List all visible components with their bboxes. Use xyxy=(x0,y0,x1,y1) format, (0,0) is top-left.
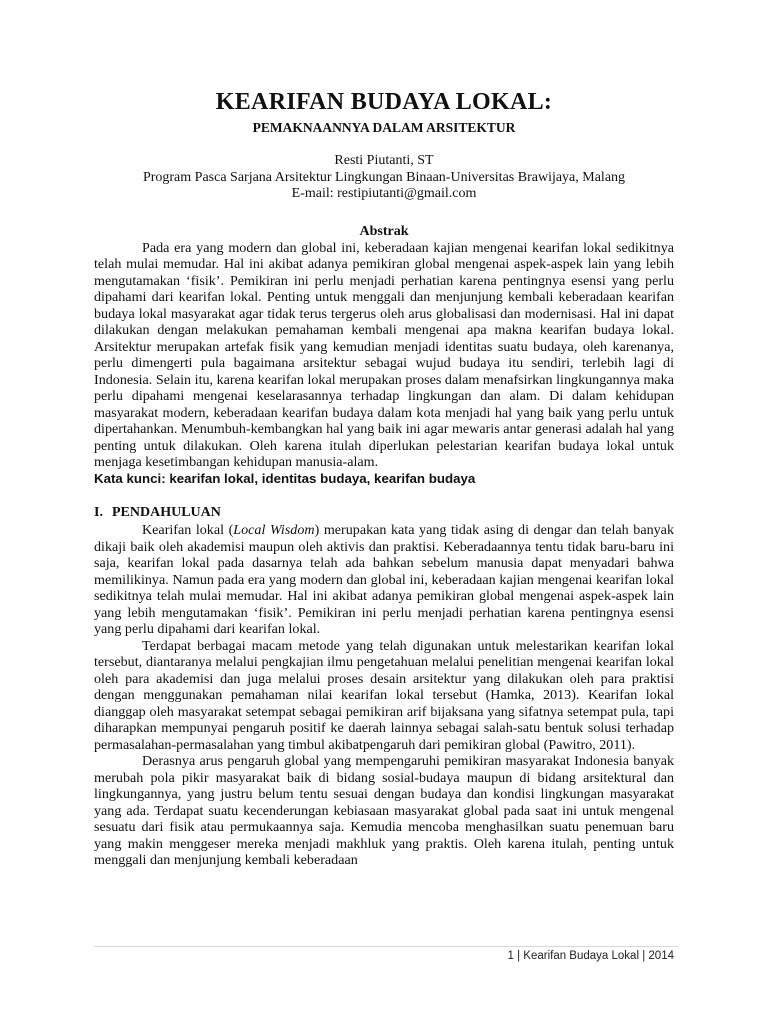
author-email: E-mail: restipiutanti@gmail.com xyxy=(291,186,477,201)
abstract-text: Pada era yang modern dan global ini, keberadaan kajian mengenai kearifan lokal sedikitnya telah mulai memudar. Hal ini akibat adanya pemikiran global mengenai aspek-aspek lain yang lebih mengutamakan ‘fisik’. Pemikiran ini perlu menjadi perhatian karena pentingnya esensi yang perlu dipahami dari kearifan lokal. Penting untuk menggali dan menjunjung kembali keberadaan kearifan budaya lokal masyarakat agar tidak terus tergerus oleh arus globalisasi dan modernisasi. Hal ini dapat dilakukan dengan melakukan pemahaman kembali mengenai apa makna kearifan budaya lokal. Arsitektur merupakan artefak fisik yang kemudian menjadi identitas suatu budaya, oleh karenanya, perlu dimengerti pula bagaimana arsitektur sebagai wujud budaya itu sendiri, terlebih lagi di Indonesia. Selain itu, karena kearifan lokal merupakan proses dalam menafsirkan lingkungannya maka perlu dipahami mengenai keselarasannya terhadap lingkungan dan alam. Di dalam kehidupan masyarakat modern, keberadaan kearifan budaya dalam kota menjadi hal yang baik yang perlu untuk dipertahankan. Menumbuh-kembangkan hal yang baik ini agar mewaris antar generasi adalah hal yang penting untuk dilakukan. Oleh karena itulah diperlukan pelestarian kearifan budaya lokal untuk menjaga kesetimbangan kehidupan manusia-alam. xyxy=(94,239,674,470)
section-number: I. xyxy=(94,505,103,520)
footer-separator: | xyxy=(517,950,521,962)
document-page xyxy=(94,88,674,869)
intro-paragraph-3: Derasnya arus pengaruh global yang mempengaruhi pemikiran masyarakat Indonesia banyak merubah pola pikir masyarakat baik di bidang sosial-budaya maupun di bidang arsitektural dan lingkungannya, yang justru belum tentu sesuai dengan budaya dan kondisi lingkungan masyarakat yang ada. Terdapat suatu kecenderungan kebiasaan masyarakat global pada saat ini untuk mengenal sesuatu dari fisik atau permukaannya saja. Kemudia mencoba menghasilkan suatu penemuan baru yang makin menggeser mereka menjadi makhluk yang praktis. Oleh karena itulah, penting untuk menggali dan menjunjung kembali keberadaan xyxy=(94,753,674,868)
intro-paragraph-1 xyxy=(94,522,674,638)
paper-title: KEARIFAN BUDAYA LOKAL: xyxy=(215,89,553,115)
footer-year: 2014 xyxy=(648,950,674,962)
intro-paragraph-2: Terdapat berbagai macam metode yang telah digunakan untuk melestarikan kearifan lokal tersebut, diantaranya melalui pengkajian ilmu pengetahuan melalui penelitian mengenai kearifan lokal oleh para akademisi dan juga melalui proses desain arsitektur yang dilakukan oleh para praktisi dengan menggunakan pemahaman nilai kearifan lokal tersebut (Hamka, 2013). Kearifan lokal dianggap oleh masyarakat setempat sebagai pemikiran arif bijaksana yang sifatnya setempat pula, tapi diharapkan mempunyai pengaruh positif ke daerah lainnya sebagai salah-satu bentuk solusi terhadap permasalahan-permasalahan yang timbul akibatpengaruh dari pemikiran global (Pawitro, 2011). xyxy=(94,637,674,753)
footer-separator: | xyxy=(642,950,646,962)
intro-p1-before: Kearifan lokal ( xyxy=(142,522,234,538)
intro-p1-italic: Local Wisdom xyxy=(233,522,315,538)
author-affiliation: Program Pasca Sarjana Arsitektur Lingkungan Binaan-Universitas Brawijaya, Malang xyxy=(142,169,626,185)
section-heading xyxy=(94,505,674,521)
page-footer xyxy=(507,950,674,962)
footer-title: Kearifan Budaya Lokal xyxy=(523,950,639,962)
author-block xyxy=(94,153,674,203)
abstract-heading: Abstrak xyxy=(359,223,409,239)
keywords: Kata kunci: kearifan lokal, identitas budaya, kearifan budaya xyxy=(94,470,476,486)
paper-subtitle: PEMAKNAANNYA DALAM ARSITEKTUR xyxy=(252,120,516,135)
footer-divider xyxy=(94,946,678,947)
intro-p1-after: ) merupakan kata yang tidak asing di dengar dan telah banyak dikaji baik oleh akademisi maupun oleh aktivis dan praktisi. Keberadaannya tentu tidak baru-baru ini saja, kearifan lokal pada dasarnya telah ada bahkan sebelum manusia dapat menyadari bahwa memilikinya. Namun pada era yang modern dan global ini, keberadaan kajian mengenai kearifan lokal sedikitnya telah mulai memudar. Hal ini akibat adanya pemikiran global mengenai aspek-aspek lain yang lebih mengutamakan ‘fisik’. Pemikiran ini perlu menjadi perhatian karena pentingnya esensi yang perlu dipahami dari kearifan lokal. xyxy=(94,522,674,637)
page-number: 1 xyxy=(507,950,514,962)
author-name: Resti Piutanti, ST xyxy=(334,153,434,168)
section-title: PENDAHULUAN xyxy=(112,505,221,520)
